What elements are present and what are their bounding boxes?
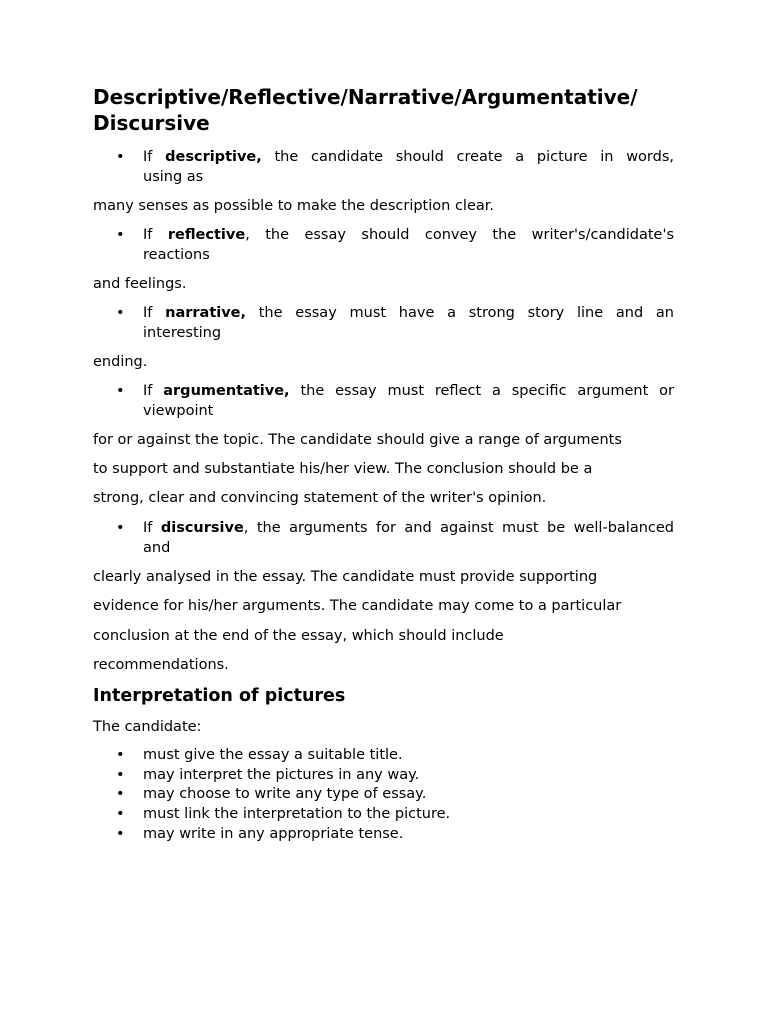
candidate-list [93, 746, 674, 845]
bullet-line1: the essay must have a strong story line and an [246, 305, 674, 321]
list-item [93, 825, 674, 845]
paragraph-line: and feelings. [93, 276, 187, 292]
intro-text: The candidate: [93, 719, 202, 735]
paragraph-line: evidence for his/her arguments. The candidate may come to a particular [93, 598, 622, 614]
bullet-line2: using as [143, 168, 204, 185]
list-item-text: may interpret the pictures in any way. [143, 766, 420, 783]
paragraph-line: for or against the topic. The candidate should give a range of arguments [93, 432, 622, 448]
bullet-dot-icon: • [116, 806, 125, 823]
paragraph-line: clearly analysed in the essay. The candidate must provide supporting [93, 569, 598, 585]
paragraph-line: strong, clear and convincing statement of the writer's opinion. [93, 490, 547, 506]
bullet-term: descriptive, [165, 149, 262, 165]
list-item-text: must give the essay a suitable title. [143, 747, 403, 763]
bullet-dot-icon: • [116, 825, 125, 842]
section-heading: Interpretation of pictures [93, 686, 346, 706]
bullet-reflective [93, 226, 674, 265]
list-item [93, 805, 674, 825]
list-item [93, 785, 674, 805]
bullet-line1: , the essay should convey the writer's/candidate's [245, 227, 674, 243]
bullet-dot-icon: • [116, 786, 125, 803]
bullet-line2: interesting [143, 324, 222, 341]
bullet-line2: reactions [143, 246, 210, 263]
bullet-discursive [93, 519, 674, 558]
list-item [93, 746, 674, 766]
bullet-term: narrative, [165, 305, 247, 321]
bullet-line2: viewpoint [143, 402, 214, 419]
bullet-term: reflective [167, 227, 246, 243]
bullet-term: discursive [160, 520, 244, 536]
paragraph-line: ending. [93, 354, 148, 370]
bullet-line1: the candidate should create a picture in words, [261, 149, 675, 165]
bullet-dot-icon: • [116, 227, 125, 243]
bullet-dot-icon: • [116, 383, 125, 399]
bullet-line2: and [143, 539, 171, 556]
paragraph-line: to support and substantiate his/her view. The conclusion should be a [93, 461, 593, 477]
bullet-term: argumentative, [163, 383, 290, 399]
list-item-text: may write in any appropriate tense. [143, 825, 404, 842]
bullet-narrative [93, 304, 674, 343]
bullet-prefix: If [143, 305, 166, 321]
paragraph-line: recommendations. [93, 657, 229, 673]
bullet-prefix: If [143, 227, 168, 243]
list-item-text: must link the interpretation to the picture. [143, 806, 451, 823]
bullet-prefix: If [143, 520, 161, 536]
bullet-dot-icon: • [116, 305, 125, 321]
bullet-prefix: If [143, 383, 164, 399]
bullet-dot-icon: • [116, 149, 125, 165]
bullet-descriptive [93, 148, 674, 187]
paragraph-line: many senses as possible to make the description clear. [93, 198, 494, 214]
bullet-argumentative [93, 382, 674, 421]
bullet-prefix: If [143, 149, 166, 165]
list-item-text: may choose to write any type of essay. [143, 786, 427, 803]
list-item [93, 766, 674, 786]
bullet-line1: the essay must reflect a specific argument or [289, 383, 674, 399]
document-title: Descriptive/Reflective/Narrative/Argumentative/ Discursive [93, 85, 638, 135]
paragraph-line: conclusion at the end of the essay, which should include [93, 628, 504, 644]
bullet-dot-icon: • [116, 766, 125, 783]
bullet-dot-icon: • [116, 520, 125, 536]
bullet-dot-icon: • [116, 747, 125, 763]
bullet-line1: , the arguments for and against must be well-balanced [243, 520, 674, 536]
